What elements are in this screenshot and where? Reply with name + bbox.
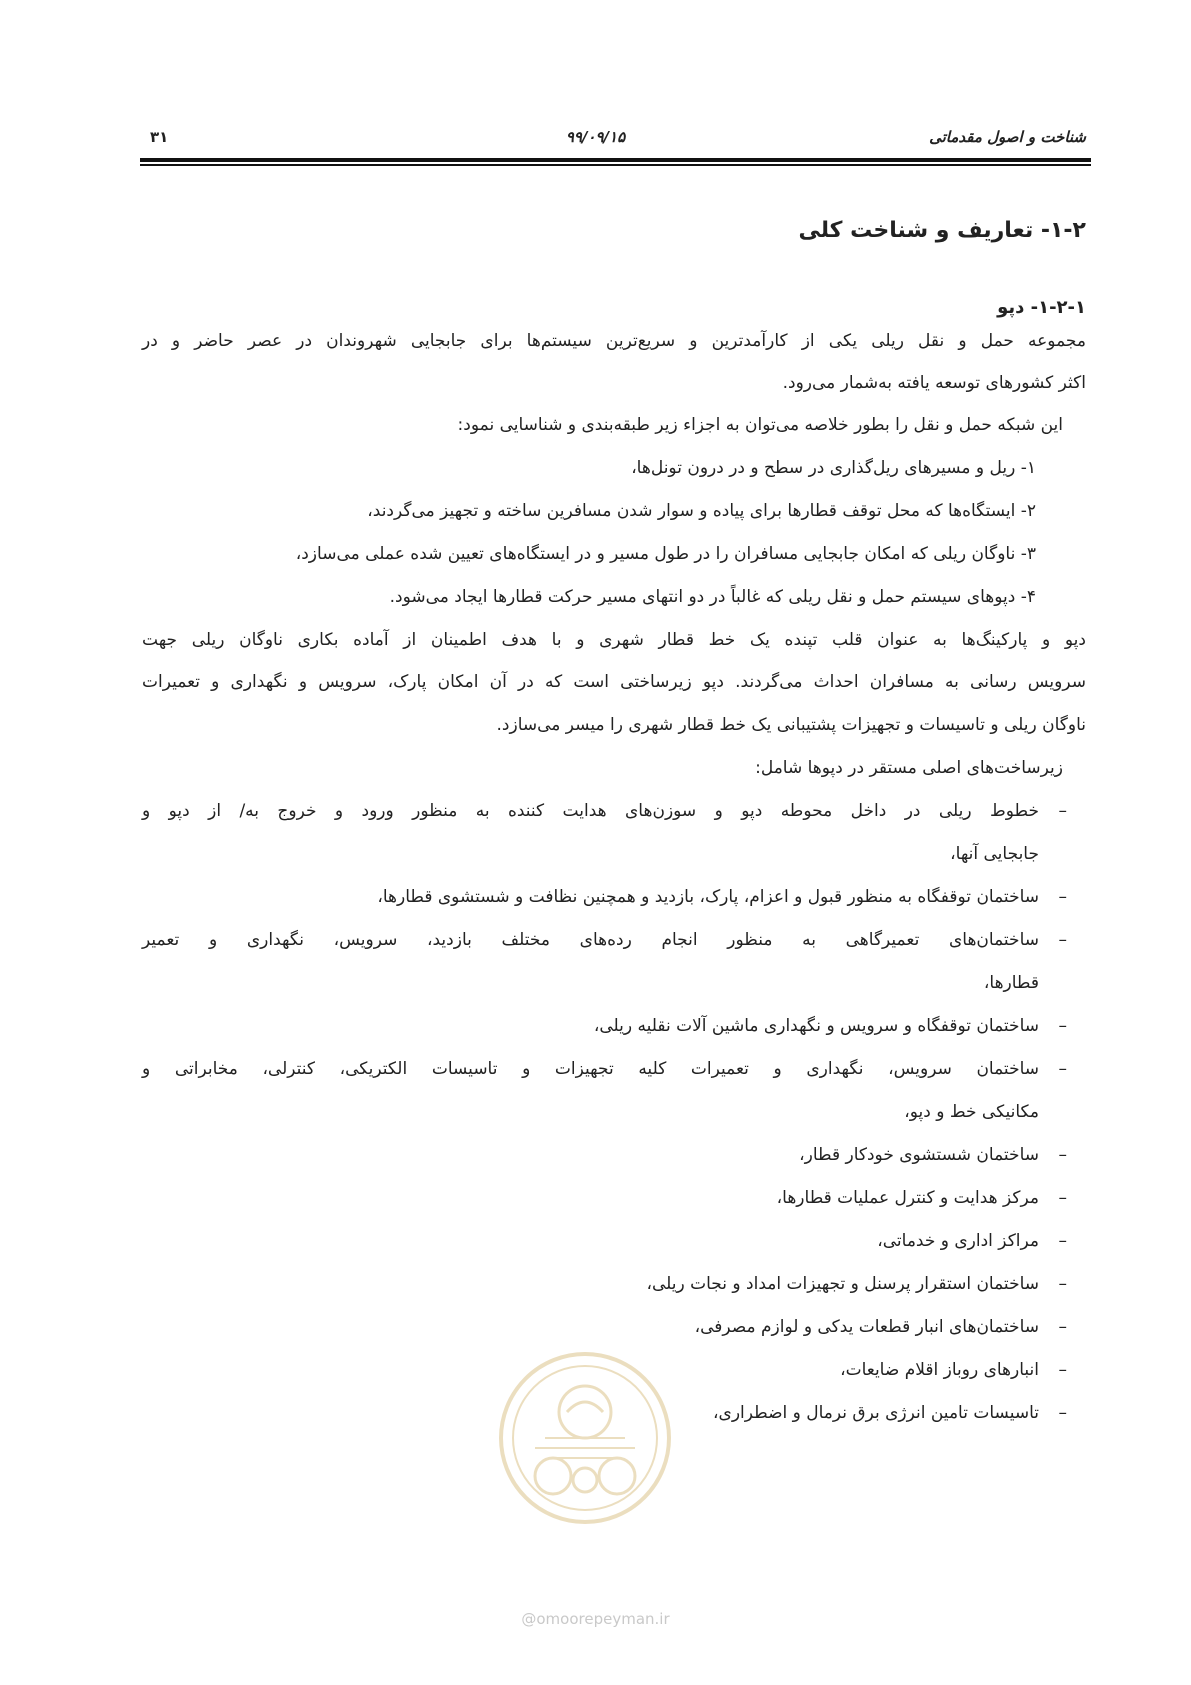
bullet-dash: –: [1058, 1145, 1067, 1165]
bullet-4: ساختمان توقفگاه و سرویس و نگهداری ماشین آلات نقلیه ریلی،: [593, 1016, 1039, 1036]
watermark-url: @omoorepeyman.ir: [521, 1610, 670, 1628]
header-rule-thick: [140, 158, 1091, 162]
numbered-item-2: ۲- ایستگاه‌ها که محل توقف قطارها برای پیاده و سوار شدن مسافرین ساخته و تجهیز می‌گردند،: [367, 501, 1036, 521]
bullet-6: ساختمان شستشوی خودکار قطار،: [799, 1145, 1039, 1165]
numbered-item-4: ۴- دپوهای سیستم حمل و نقل ریلی که غالباً در دو انتهای مسیر حرکت قطارها ایجاد می‌شود.: [389, 587, 1036, 607]
bullet-dash: –: [1058, 1016, 1067, 1036]
bullet-1-line-1: خطوط ریلی در داخل محوطه دپو و سوزن‌های هدایت کننده به منظور ورود و خروج به/ از دپو و: [142, 801, 1039, 821]
bullet-dash: –: [1058, 1360, 1067, 1380]
bullet-dash: –: [1058, 801, 1067, 821]
bullet-5-line-1: ساختمان سرویس، نگهداری و تعمیرات کلیه تجهیزات و تاسیسات الکتریکی، کنترلی، مخابراتی و: [142, 1059, 1039, 1079]
bullet-dash: –: [1058, 1231, 1067, 1251]
bullet-5-line-2: مکانیکی خط و دپو،: [904, 1102, 1039, 1122]
paragraph-1-line-2: اکثر کشورهای توسعه یافته به‌شمار می‌رود.: [782, 373, 1086, 393]
bullet-dash: –: [1058, 1274, 1067, 1294]
bullet-9: ساختمان استقرار پرسنل و تجهیزات امداد و نجات ریلی،: [646, 1274, 1039, 1294]
paragraph-3-line-1: دپو و پارکینگ‌ها به عنوان قلب تپنده یک خط قطار شهری و با هدف اطمینان از آماده بکاری ناوگان ریلی جهت: [142, 630, 1086, 650]
numbered-item-3: ۳- ناوگان ریلی که امکان جابجایی مسافران را در طول مسیر و در ایستگاه‌های تعیین شده عملی می‌سازد،: [295, 544, 1036, 564]
bullet-dash: –: [1058, 1188, 1067, 1208]
watermark-seal-icon: [495, 1348, 675, 1528]
bullet-1-line-2: جابجایی آنها،: [950, 844, 1039, 864]
numbered-item-1: ۱- ریل و مسیرهای ریل‌گذاری در سطح و در درون تونل‌ها،: [631, 458, 1036, 478]
bullet-10: ساختمان‌های انبار قطعات یدکی و لوازم مصرفی،: [694, 1317, 1039, 1337]
bullet-dash: –: [1058, 1317, 1067, 1337]
bullet-dash: –: [1058, 1403, 1067, 1423]
paragraph-3-line-3: ناوگان ریلی و تاسیسات و تجهیزات پشتیبانی یک خط قطار شهری را میسر می‌سازد.: [496, 715, 1086, 735]
bullet-dash: –: [1058, 887, 1067, 907]
bullet-3-line-2: قطارها،: [983, 973, 1039, 993]
section-heading: ۱-۲- تعاریف و شناخت کلی: [798, 218, 1086, 243]
bullet-12: تاسیسات تامین انرژی برق نرمال و اضطراری،: [713, 1403, 1039, 1423]
bullet-11: انبارهای روباز اقلام ضایعات،: [840, 1360, 1039, 1380]
header-date: ۹۹/۰۹/۱۵: [565, 128, 626, 146]
bullet-dash: –: [1058, 930, 1067, 950]
paragraph-3-line-2: سرویس رسانی به مسافران احداث می‌گردند. دپو زیرساختی است که در آن امکان پارک، سرویس و نگهداری و تعمیرات: [142, 672, 1086, 692]
paragraph-4: زیرساخت‌های اصلی مستقر در دپوها شامل:: [755, 758, 1063, 778]
bullet-dash: –: [1058, 1059, 1067, 1079]
bullet-8: مراکز اداری و خدماتی،: [877, 1231, 1039, 1251]
header-title: شناخت و اصول مقدماتی: [929, 128, 1086, 146]
bullet-3-line-1: ساختمان‌های تعمیرگاهی به منظور انجام رده‌های مختلف بازدید، سرویس، نگهداری و تعمیر: [142, 930, 1039, 950]
bullet-7: مرکز هدایت و کنترل عملیات قطارها،: [776, 1188, 1039, 1208]
page-number: ۳۱: [150, 128, 169, 146]
subsection-heading: ۱-۲-۱- دپو: [997, 297, 1086, 318]
bullet-2: ساختمان توقفگاه به منظور قبول و اعزام، پارک، بازدید و همچنین نظافت و شستشوی قطارها،: [377, 887, 1039, 907]
header-rule-thin: [140, 164, 1091, 166]
paragraph-1-line-1: مجموعه حمل و نقل ریلی یکی از کارآمدترین و سریع‌ترین سیستم‌ها برای جابجایی شهروندان در عصر حاضر و در: [142, 331, 1086, 351]
paragraph-2: این شبکه حمل و نقل را بطور خلاصه می‌توان به اجزاء زیر طبقه‌بندی و شناسایی نمود:: [457, 415, 1063, 435]
